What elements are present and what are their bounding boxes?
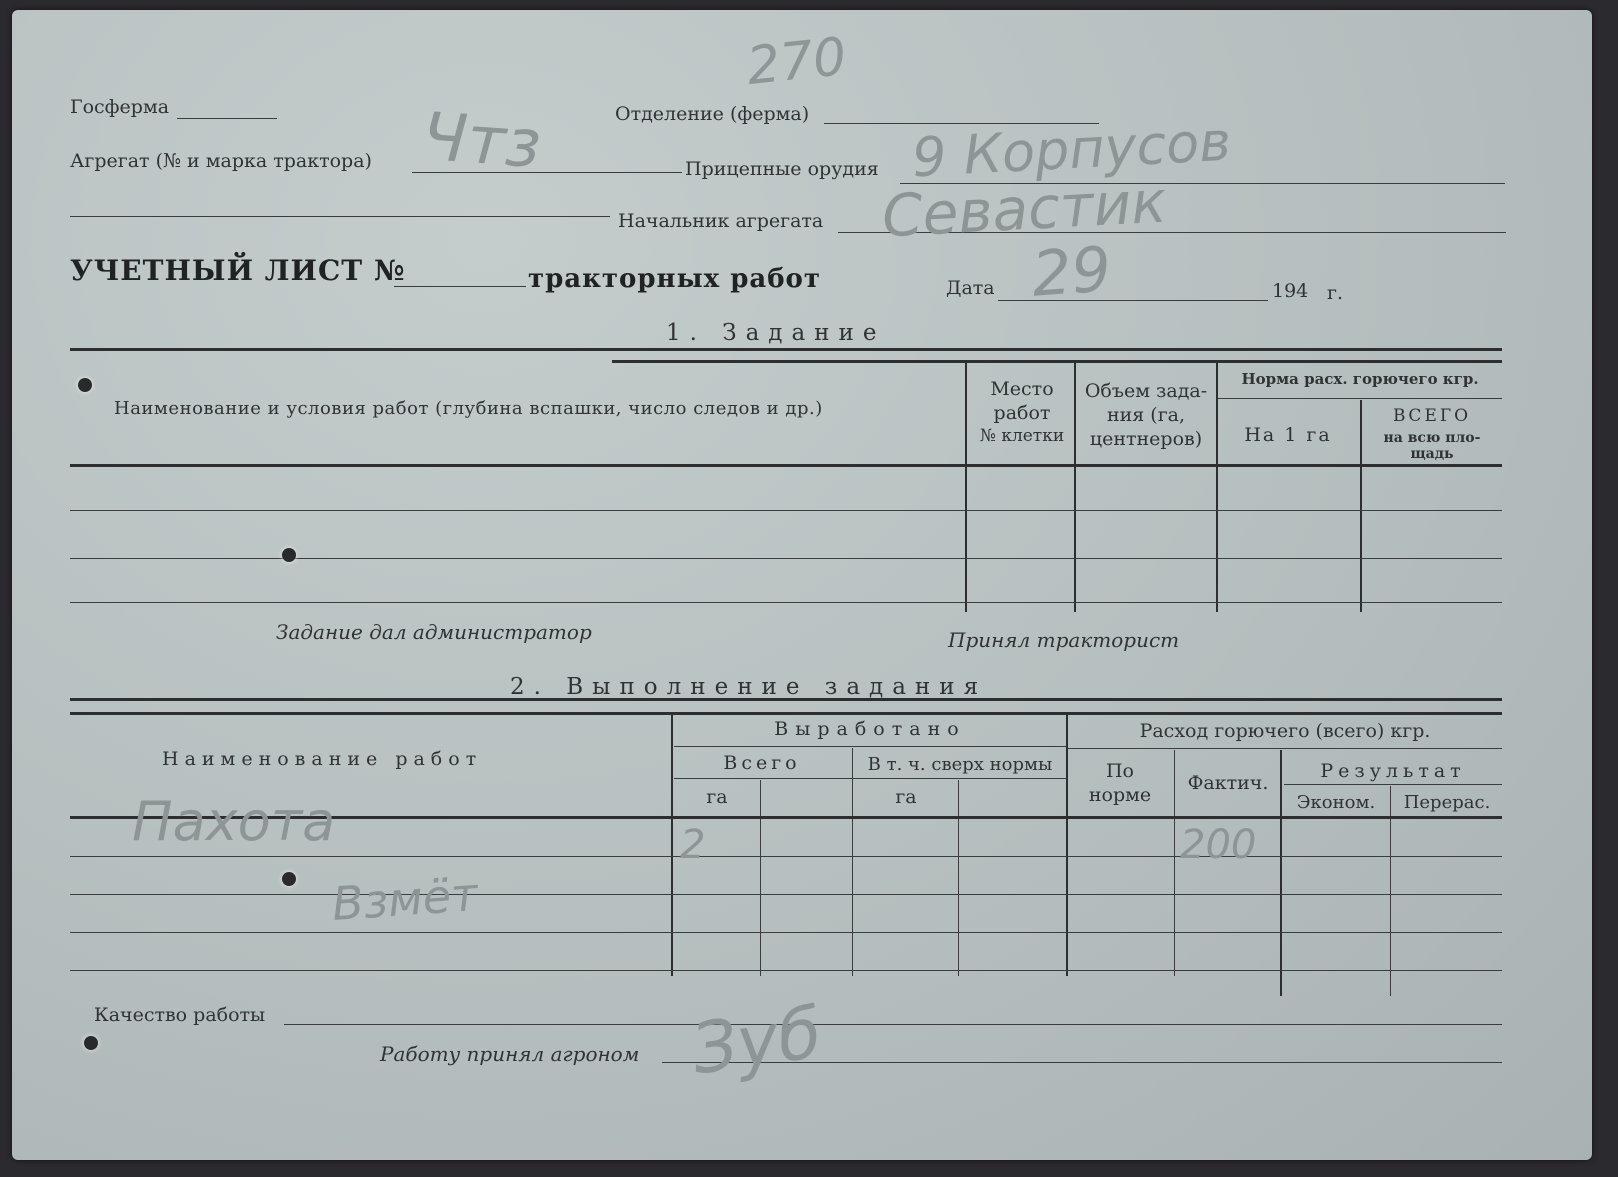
kachestvo-line (284, 1024, 1502, 1025)
norma-header: Норма расх. горючего кгр. (1241, 370, 1479, 388)
rashod-header: Расход горючего (всего) кгр. (1139, 720, 1431, 742)
handwritten-date: 29 (1029, 232, 1114, 311)
punch-hole (282, 872, 296, 886)
s2-divider-4 (1280, 750, 1282, 996)
rezultat-sub-rule (1284, 784, 1502, 785)
work-row-line (70, 894, 1502, 895)
task-row-line (70, 510, 1502, 511)
mesto-header-1: Место (990, 378, 1054, 400)
date-label: Дата (946, 277, 995, 299)
faktich-header: Фактич. (1187, 772, 1269, 794)
section1-header-rule (612, 360, 1502, 363)
agregat-second-line (70, 216, 610, 217)
handwritten-work-name-2: Взмёт (330, 866, 480, 932)
handwritten-orudiya: 9 Корпусов (910, 109, 1233, 190)
vsego-sub-2: щадь (1410, 446, 1454, 462)
handwritten-agregat: Чтз (419, 97, 544, 184)
s2-divider-vsego (852, 748, 853, 976)
prinyal-label: Работу принял агроном (380, 1042, 640, 1066)
obem-header-1: Объем зада- (1084, 380, 1208, 402)
vyrabotano-header: Выработано (774, 718, 966, 740)
po-norme-header-1: По (1105, 760, 1134, 782)
year-label: 194 (1272, 280, 1309, 302)
punch-hole (84, 1036, 98, 1050)
work-row-line (70, 970, 1502, 971)
ga-header-2: га (895, 786, 917, 808)
pritsepnye-label: Прицепные орудия (685, 158, 879, 180)
otdelenie-label: Отделение (ферма) (615, 103, 810, 125)
handwritten-nachalnik: Севастик (880, 167, 1168, 251)
vsego-sub-1: на всю пло- (1383, 430, 1481, 446)
section2-header-rule (70, 712, 1502, 715)
sheet-number-line (394, 286, 526, 287)
handwritten-sheet-number: 270 (744, 26, 850, 98)
ekonom-header: Эконом. (1296, 792, 1376, 813)
nachalnik-label: Начальник агрегата (618, 210, 824, 232)
s2-divider-ga1 (760, 780, 761, 976)
year-suffix: г. (1327, 282, 1343, 304)
section2-heading: 2. Выполнение задания (510, 674, 988, 700)
sverh-header: В т. ч. сверх нормы (867, 754, 1053, 775)
punch-hole (282, 548, 296, 562)
obem-header-2: ния (га, (1106, 404, 1186, 426)
section2-top-rule (70, 698, 1502, 701)
col-divider-1 (965, 362, 967, 612)
s2-divider-3 (1174, 750, 1175, 976)
kachestvo-label: Качество работы (94, 1004, 266, 1026)
na1ga-header: На 1 га (1244, 424, 1332, 446)
vsego-header: ВСЕГО (1392, 406, 1472, 426)
admin-label: Задание дал администратор (276, 620, 592, 644)
task-name-header: Наименование и условия работ (глубина вспашки, число следов и др.) (114, 398, 823, 419)
handwritten-work-name: Пахота (132, 790, 336, 853)
section1-header-bottom (70, 464, 1502, 467)
ga-sub-rule (674, 778, 1066, 779)
handwritten-work-ga: 2 (680, 822, 706, 868)
gosferma-label: Госферма (70, 96, 170, 118)
work-row-line (70, 856, 1502, 857)
gosferma-line (177, 118, 277, 119)
record-sheet (12, 10, 1592, 1160)
sheet-title-right: тракторных работ (528, 264, 822, 294)
norma-sub-rule (1218, 398, 1502, 399)
tractorist-label: Принял тракторист (948, 628, 1180, 652)
section1-top-rule (70, 348, 1502, 351)
s2-divider-2 (1066, 714, 1068, 976)
s2-divider-ga2 (958, 780, 959, 976)
work-row-line (70, 932, 1502, 933)
task-row-line (70, 602, 1502, 603)
section1-heading: 1. Задание (666, 320, 886, 346)
mesto-header-2: работ (993, 402, 1051, 424)
handwritten-fuel-fact: 200 (1180, 822, 1257, 868)
po-norme-header-2: норме (1088, 784, 1152, 806)
punch-hole (78, 378, 92, 392)
handwritten-signature: Зуб (686, 991, 827, 1091)
vsego-header-2: Всего (723, 752, 801, 774)
agregat-label: Агрегат (№ и марка трактора) (70, 150, 372, 172)
work-name-header: Наименование работ (162, 748, 483, 770)
mesto-header-3: № клетки (979, 426, 1065, 446)
col-divider-3 (1216, 362, 1218, 612)
rashod-sub-rule (1068, 748, 1502, 749)
s2-divider-1 (671, 714, 673, 976)
pereras-header: Перерас. (1403, 792, 1491, 813)
obem-header-3: центнеров) (1089, 428, 1203, 450)
rezultat-header: Результат (1320, 760, 1466, 782)
vyrabotano-sub-rule (674, 746, 1066, 747)
sheet-title-left: УЧЕТНЫЙ ЛИСТ № (70, 254, 406, 287)
ga-header-1: га (706, 786, 728, 808)
